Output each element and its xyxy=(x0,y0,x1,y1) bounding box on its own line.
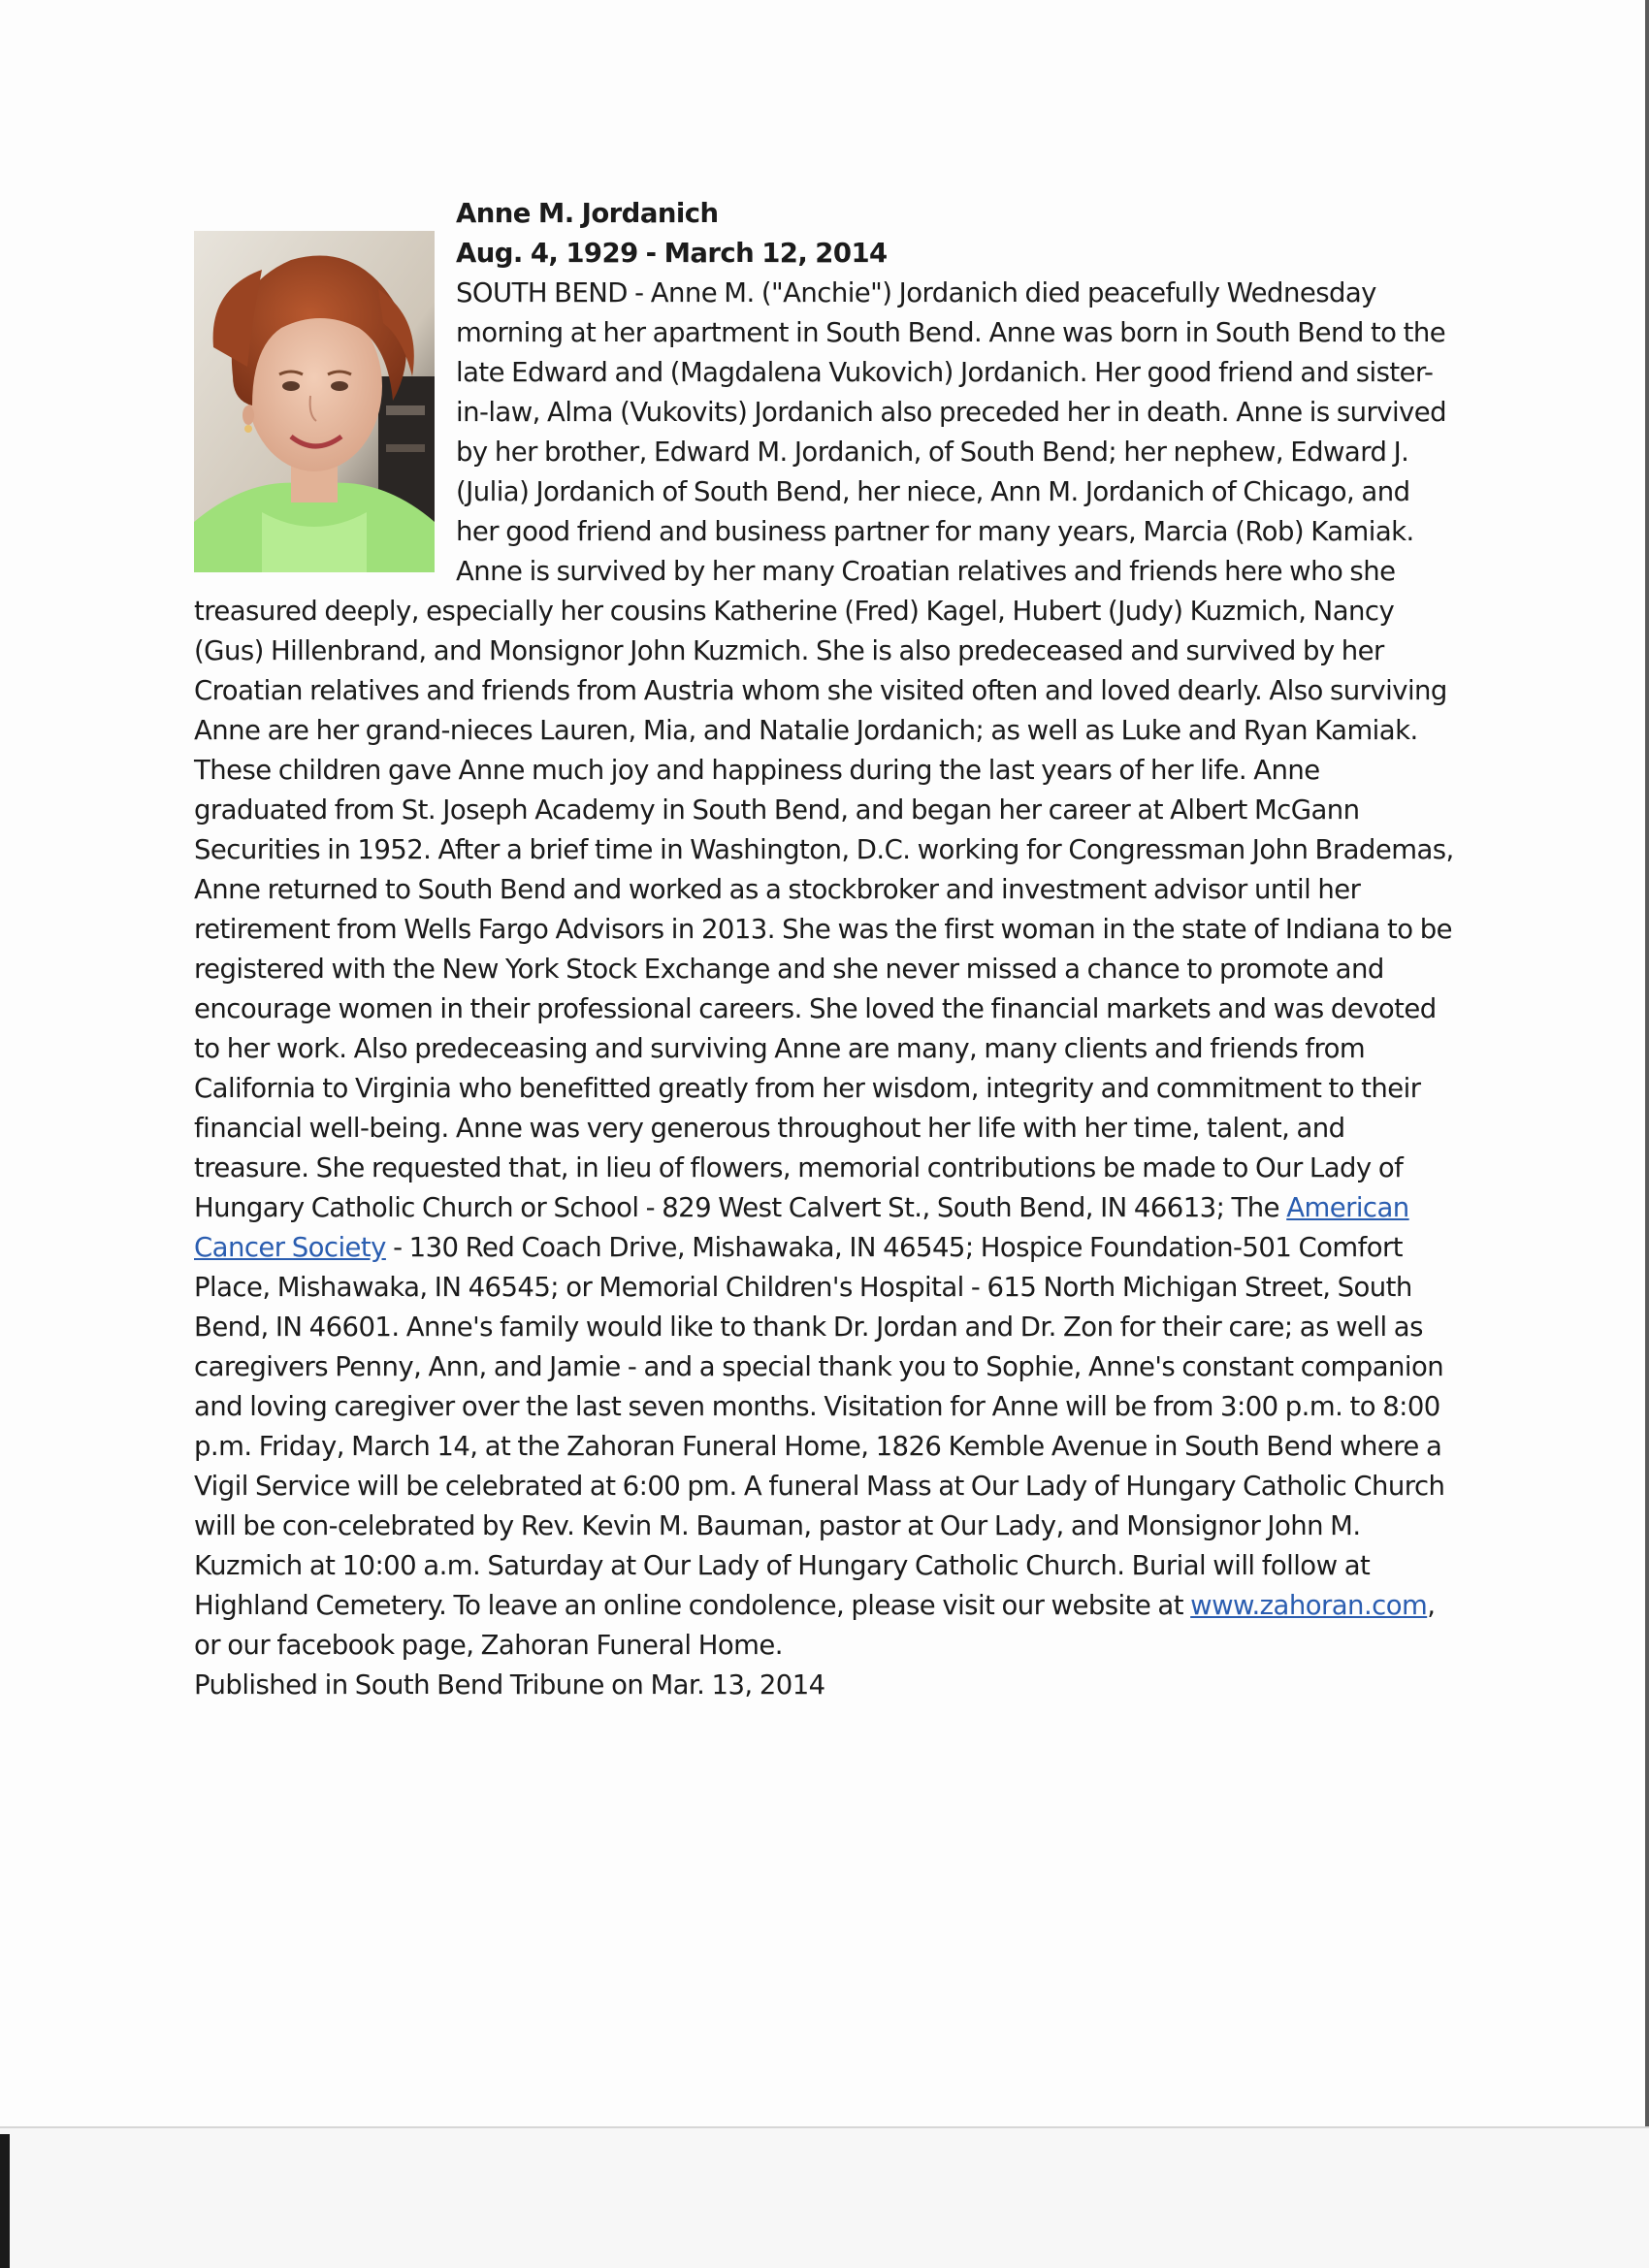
scan-edge-right xyxy=(1645,0,1649,2268)
obituary-name: Anne M. Jordanich xyxy=(456,198,719,229)
obituary-dates: Aug. 4, 1929 - March 12, 2014 xyxy=(456,238,888,269)
obituary-notice xyxy=(194,194,1455,1705)
scan-bottom-shade xyxy=(0,2128,1649,2268)
scan-edge-left xyxy=(0,2134,10,2268)
obituary-body-text: SOUTH BEND - Anne M. ("Anchie") Jordanich died peacefully Wednesday morning at her apartment in South Bend. Anne was born in South Bend to the late Edward and (Magdalena Vukovich) Jordanich. Her good friend and sister-in-law, Alma (Vukovits) Jordanich also preceded her in death. Anne is survived by her brother, Edward M. Jordanich, of South Bend; her nephew, Edward J. (Julia) Jordanich of South Bend, her niece, Ann M. Jordanich of Chicago, and her good friend and business partner for many years, Marcia (Rob) Kamiak. Anne is survived by her many Croatian relatives and friends here who she treasured deeply, especially her cousins Katherine (Fred) Kagel, Hubert (Judy) Kuzmich, Nancy (Gus) Hillenbrand, and Monsignor John Kuzmich. She is also predeceased and survived by her Croatian relatives and friends from Austria whom she visited often and loved dearly. Also surviving Anne are her grand-nieces Lauren, Mia, and Natalie Jordanich; as well as Luke and Ryan Kamiak. These children gave Anne much joy and happiness during the last years of her life. Anne graduated from St. Joseph Academy in South Bend, and began her career at Albert McGann Securities in 1952. After a brief time in Washington, D.C. working for Congressman John Brademas, Anne returned to South Bend and worked as a stockbroker and investment advisor until her retirement from Wells Fargo Advisors in 2013. She was the first woman in the state of Indiana to be registered with the New York Stock Exchange and she never missed a chance to promote and encourage women in their professional careers. She loved the financial markets and was devoted to her work. Also predeceasing and surviving Anne are many, many clients and friends from California to Virginia who benefitted greatly from her wisdom, integrity and commitment to their financial well-being. Anne was very generous throughout her life with her time, talent, and treasure. She requested that, in lieu of flowers, memorial contributions be made to Our Lady of Hungary Catholic Church or School - 829 West Calvert St., South Bend, IN 46613; The xyxy=(194,277,1454,1223)
obituary-body-text: , or our facebook page, Zahoran Funeral Home. xyxy=(194,1590,1436,1661)
zahoran-website-link[interactable]: www.zahoran.com xyxy=(1190,1590,1428,1621)
obituary-body-text: - 130 Red Coach Drive, Mishawaka, IN 46545; Hospice Foundation-501 Comfort Place, Mishawaka, IN 46545; or Memorial Children's Hospital - 615 North Michigan Street, South Bend, IN 46601. Anne's family would like to thank Dr. Jordan and Dr. Zon for their care; as well as caregivers Penny, Ann, and Jamie - and a special thank you to Sophie, Anne's constant companion and loving caregiver over the last seven months. Visitation for Anne will be from 3:00 p.m. to 8:00 p.m. Friday, March 14, at the Zahoran Funeral Home, 1826 Kemble Avenue in South Bend where a Vigil Service will be celebrated at 6:00 pm. A funeral Mass at Our Lady of Hungary Catholic Church will be con-celebrated by Rev. Kevin M. Bauman, pastor at Our Lady, and Monsignor John M. Kuzmich at 10:00 a.m. Saturday at Our Lady of Hungary Catholic Church. Burial will follow at Highland Cemetery. To leave an online condolence, please visit our website at xyxy=(194,1232,1445,1621)
american-cancer-society-link[interactable]: American Cancer Society xyxy=(194,1192,1409,1263)
publication-note: Published in South Bend Tribune on Mar. 13, 2014 xyxy=(194,1669,825,1701)
portrait-photo-image xyxy=(194,231,435,572)
portrait-photo xyxy=(194,231,435,572)
